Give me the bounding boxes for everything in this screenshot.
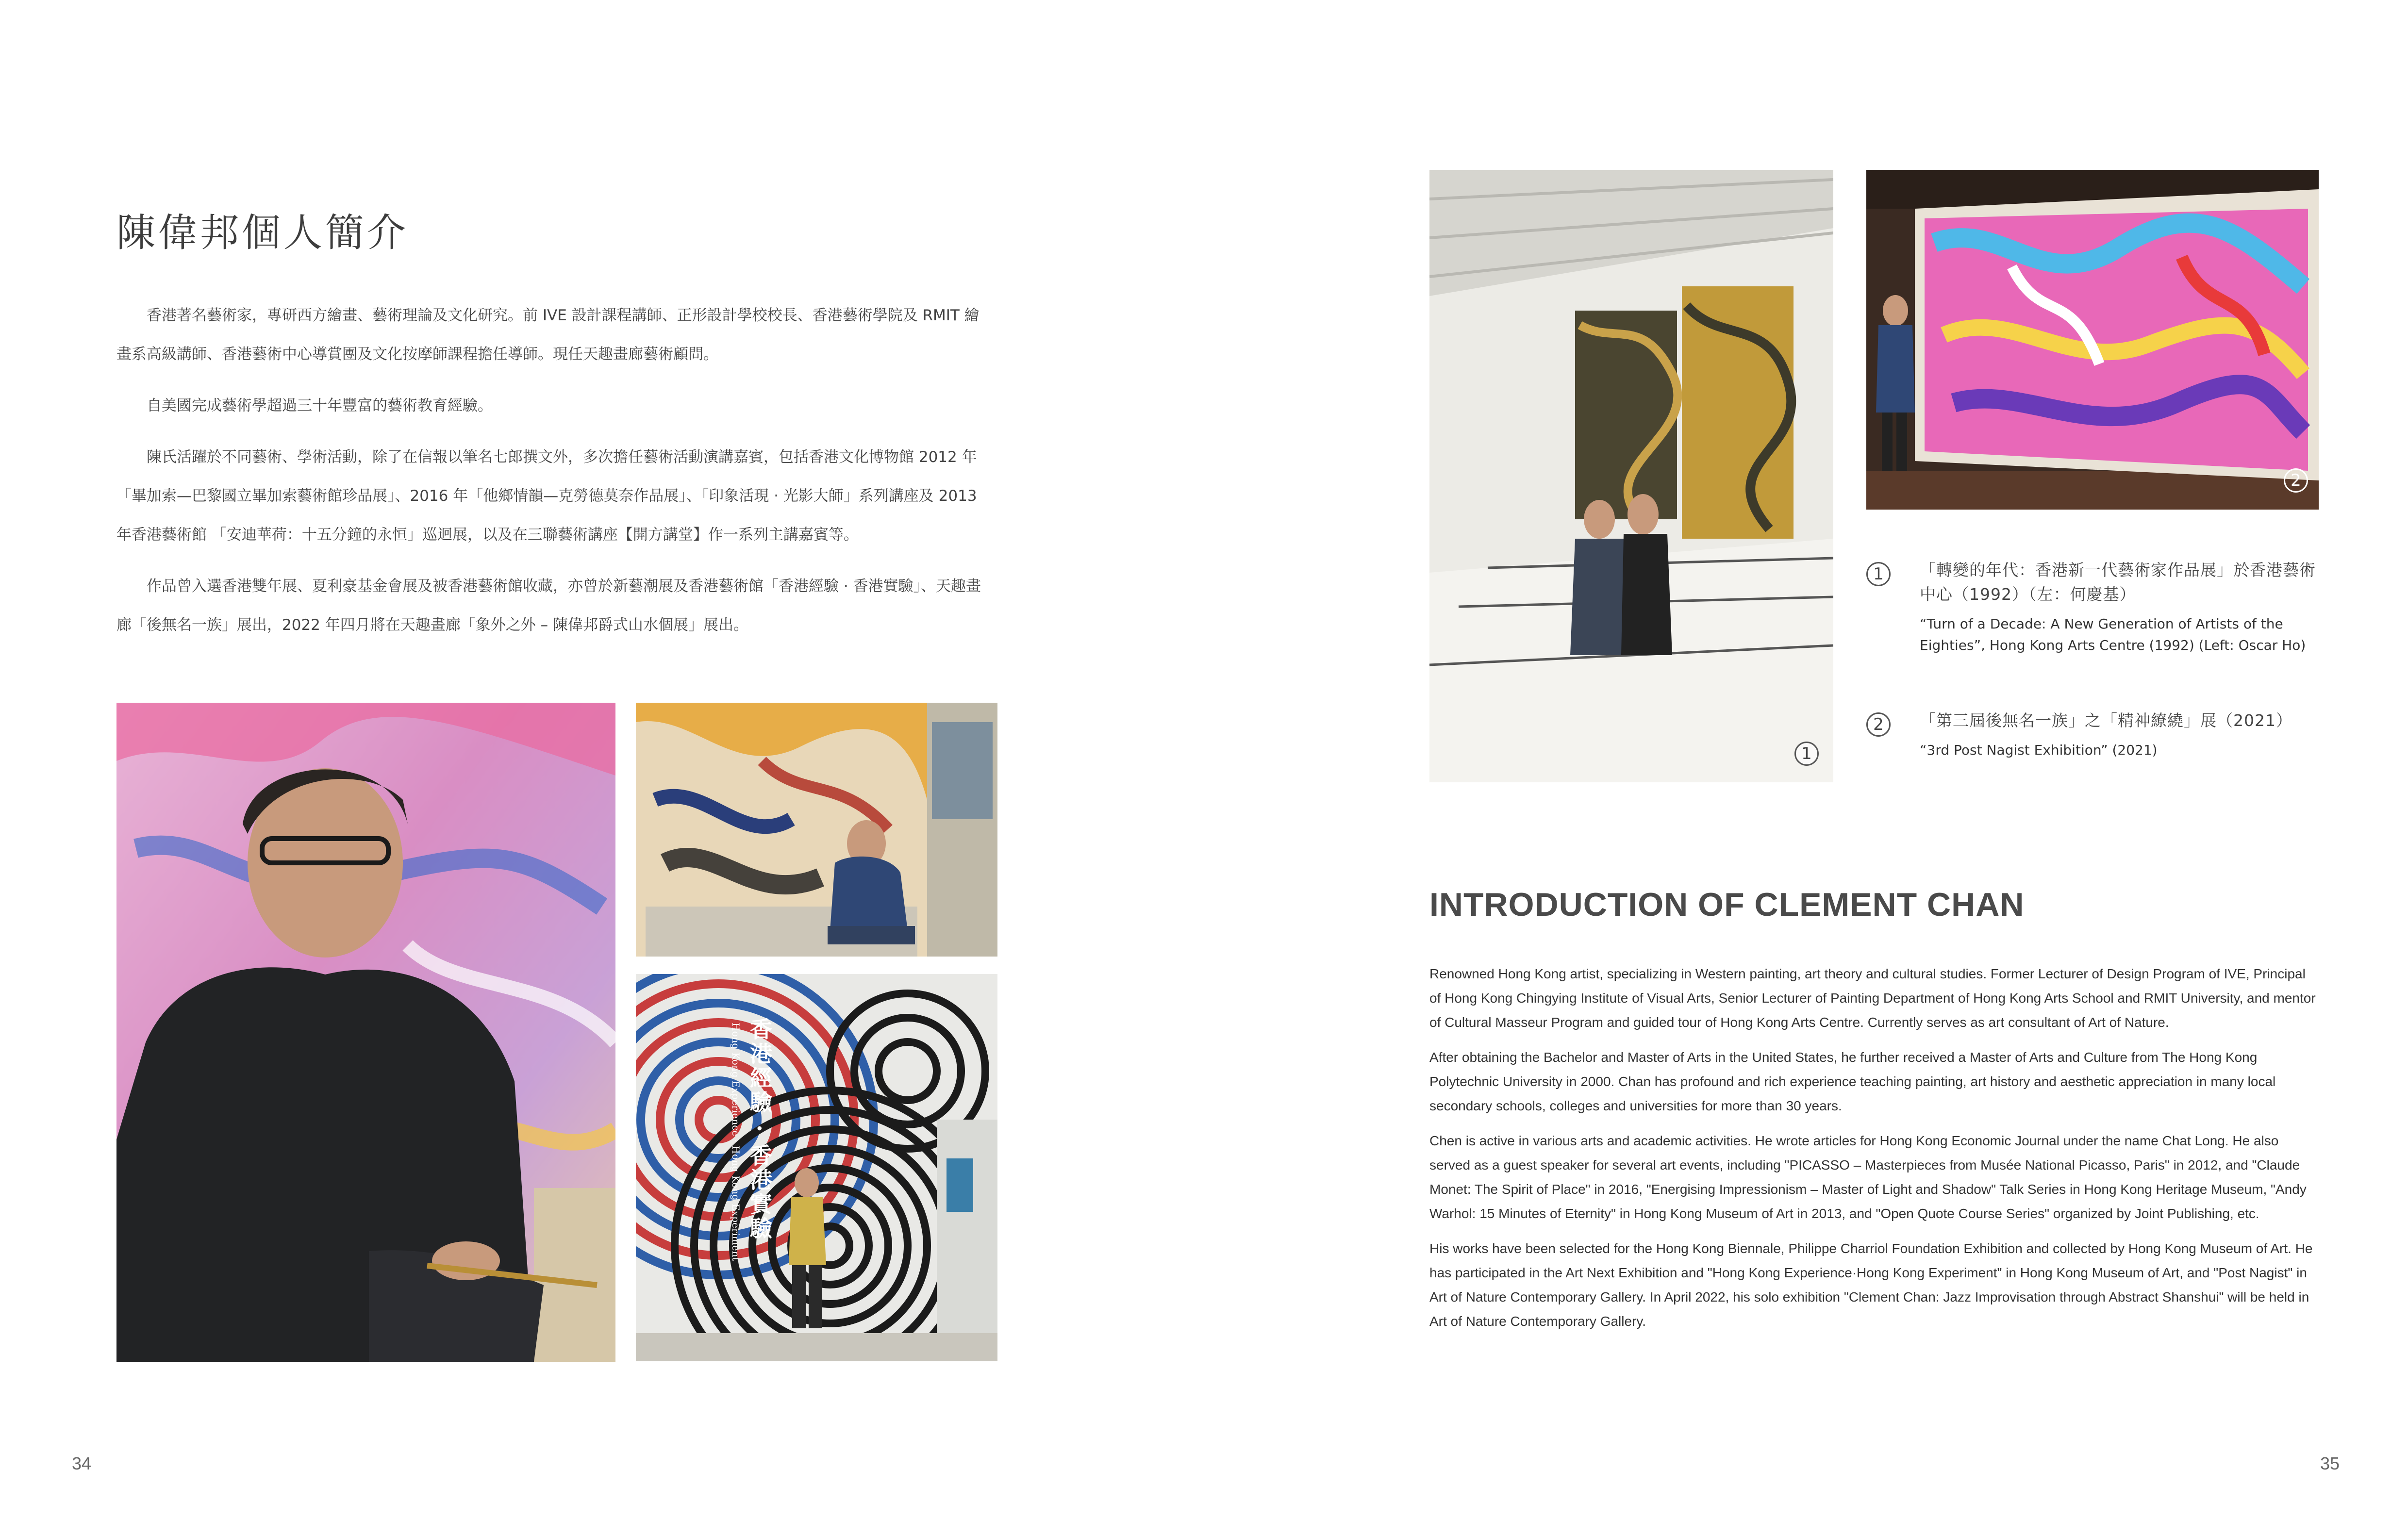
page-number-left: 34 — [72, 1453, 92, 1473]
photo-1-label: 1 — [1794, 742, 1819, 766]
english-paragraph-3: Chen is active in various arts and academic activities. He wrote articles for Hong Kong Economic Journal under the name Chat Long. He also served as a guest speaker for several art events, including "PICASSO – Masterpieces from Musée National Picasso, Paris" in 2012, and "Claude Monet: The Spirit of Place" in 2016, "Energising Impressionism – Master of Light and Shadow" Talk Series in Hong Kong Heritage Museum, "Andy Warhol: 15 Minutes of Eternity" in Hong Kong Museum of Art in 2013, and "Open Quote Course Series" organized by Joint Publishing, etc. — [1429, 1133, 2307, 1221]
studio-photo — [636, 703, 997, 957]
english-paragraph-1: Renowned Hong Kong artist, specializing in Western painting, art theory and cultural studies. Former Lecturer of Design Program of IVE, Principal of Hong Kong Chingying Institute of Visual Arts, Senior Lecturer of Painting Department of Hong Kong Arts School and RMIT University, and mentor of Cultural Masseur Program and guided tour of Hong Kong Arts Centre. Currently serves as art consultant of Art of Nature. — [1429, 966, 2316, 1030]
poster-title-en: Hong Kong Experience · Hong Kong Experiment — [730, 1023, 742, 1261]
caption-1 — [1866, 558, 2320, 656]
caption-2-en: “3rd Post Nagist Exhibition” (2021) — [1920, 742, 2158, 758]
poster-title-zh: 香港經驗 · 香港實驗 — [747, 1018, 773, 1241]
photo-2-label: 2 — [2284, 468, 2308, 493]
caption-2-zh: 「第三屆後無名一族」之「精神繚繞」展（2021） — [1920, 711, 2292, 730]
english-biography — [1429, 962, 2318, 1344]
portrait-photo — [116, 703, 615, 1362]
gallery-photo-1992 — [1429, 170, 1833, 782]
chinese-biography — [116, 296, 993, 657]
chinese-paragraph-2: 自美國完成藝術學超過三十年豐富的藝術教育經驗。 — [147, 397, 493, 414]
caption-1-en: “Turn of a Decade: A New Generation of Artists of the Eighties”, Hong Kong Arts Centre (1992) (Left: Oscar Ho) — [1920, 616, 2306, 653]
caption-1-number: 1 — [1866, 562, 1891, 586]
page-number-right: 35 — [2320, 1453, 2340, 1473]
english-paragraph-2: After obtaining the Bachelor and Master of Arts in the United States, he further received a Master of Arts and Culture from The Hong Kong Polytechnic University in 2000. Chan has profound and rich experience teaching painting, art history and aesthetic appreciation in many local secondary schools, colleges and universities for more than 30 years. — [1429, 1050, 2276, 1113]
english-title: INTRODUCTION OF CLEMENT CHAN — [1429, 886, 2025, 923]
exhibition-poster-photo — [636, 974, 997, 1361]
caption-2 — [1866, 709, 2320, 761]
chinese-paragraph-4: 作品曾入選香港雙年展、夏利豪基金會展及被香港藝術館收藏，亦曾於新藝潮展及香港藝術館「香港經驗 · 香港實驗」、天趣畫廊「後無名一族」展出，2022 年四月將在天趣畫廊「象外之外 – 陳偉邦爵式山水個展」展出。 — [116, 578, 981, 634]
caption-2-number: 2 — [1866, 712, 1891, 737]
english-paragraph-4: His works have been selected for the Hong Kong Biennale, Philippe Charriol Foundation Exhibition and collected by Hong Kong Museum of Art. He has participated in the Art Next Exhibition and "Hong Kong Experience·Hong Kong Experiment" in Hong Kong Museum of Art, and "Post Nagist" in Art of Nature Contemporary Gallery. In April 2022, his solo exhibition "Clement Chan: Jazz Improvisation through Abstract Shanshui" will be held in Art of Nature Contemporary Gallery. — [1429, 1241, 2313, 1329]
chinese-title: 陳偉邦個人簡介 — [116, 210, 409, 255]
caption-1-zh: 「轉變的年代：香港新一代藝術家作品展」於香港藝術中心（1992）（左：何慶基） — [1920, 561, 2316, 604]
gallery-photo-2021 — [1866, 170, 2319, 510]
chinese-paragraph-1: 香港著名藝術家，專研西方繪畫、藝術理論及文化研究。前 IVE 設計課程講師、正形設計學校校長、香港藝術學院及 RMIT 繪畫系高級講師、香港藝術中心導賞團及文化按摩師課程擔任導師。現任天趣畫廊藝術顧問。 — [116, 307, 980, 363]
chinese-paragraph-3: 陳氏活躍於不同藝術、學術活動，除了在信報以筆名七郎撰文外，多次擔任藝術活動演講嘉賓，包括香港文化博物館 2012 年「畢加索—巴黎國立畢加索藝術館珍品展」、2016 年「他鄉情韻—克勞德莫奈作品展」、「印象活現 · 光影大師」系列講座及 2013 年香港藝術館 「安迪華荷：十五分鐘的永恒」巡迴展，以及在三聯藝術講座【開方講堂】作一系列主講嘉賓等。 — [116, 448, 977, 544]
